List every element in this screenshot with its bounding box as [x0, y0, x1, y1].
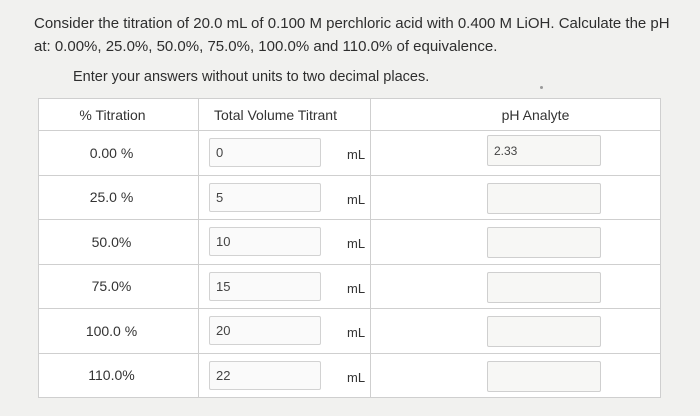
table-row [39, 175, 661, 220]
table-row [39, 264, 661, 309]
instructions-text: Enter your answers without units to two decimal places. [73, 69, 430, 85]
ph-input[interactable] [487, 316, 601, 347]
ph-input[interactable] [487, 272, 601, 303]
table-row [39, 353, 661, 398]
ph-input[interactable] [487, 135, 601, 166]
volume-input[interactable] [209, 272, 321, 301]
titration-label: 75.0% [91, 278, 132, 295]
titration-label: 110.0% [88, 367, 135, 384]
titration-label: 50.0% [91, 233, 132, 250]
table-header-row [39, 99, 661, 131]
unit-label: mL [347, 325, 366, 340]
unit-label: mL [347, 369, 366, 385]
ph-input[interactable] [487, 227, 601, 258]
volume-input[interactable] [209, 361, 321, 390]
unit-label: mL [347, 236, 366, 251]
table-row [39, 220, 661, 265]
header-ph: pH Analyte [371, 99, 661, 131]
volume-input[interactable] [209, 316, 321, 345]
volume-input[interactable] [209, 227, 321, 256]
titration-table [38, 98, 661, 398]
question-text: Consider the titration of 20.0 mL of 0.100 M perchloric acid with 0.400 M LiOH. Calculate the pH at: 0.00%, 25.0%, 50.0%, 75.0%, 100.0% and 110.0% of equivalence. [34, 15, 670, 55]
table-row [39, 309, 661, 354]
header-volume: Total Volume Titrant [199, 99, 371, 131]
header-titration: % Titration [39, 99, 199, 131]
ph-input[interactable] [487, 183, 601, 214]
unit-label: mL [347, 280, 366, 296]
volume-input[interactable] [209, 138, 321, 167]
titration-label: 100.0 % [85, 322, 138, 339]
unit-label: mL [347, 191, 366, 207]
table-row [39, 131, 661, 176]
unit-label: mL [347, 147, 366, 162]
ph-input[interactable] [487, 361, 601, 392]
volume-input[interactable] [209, 183, 321, 212]
titration-label: 0.00 % [89, 144, 134, 161]
stray-dot [540, 86, 543, 89]
titration-label: 25.0 % [89, 189, 134, 206]
